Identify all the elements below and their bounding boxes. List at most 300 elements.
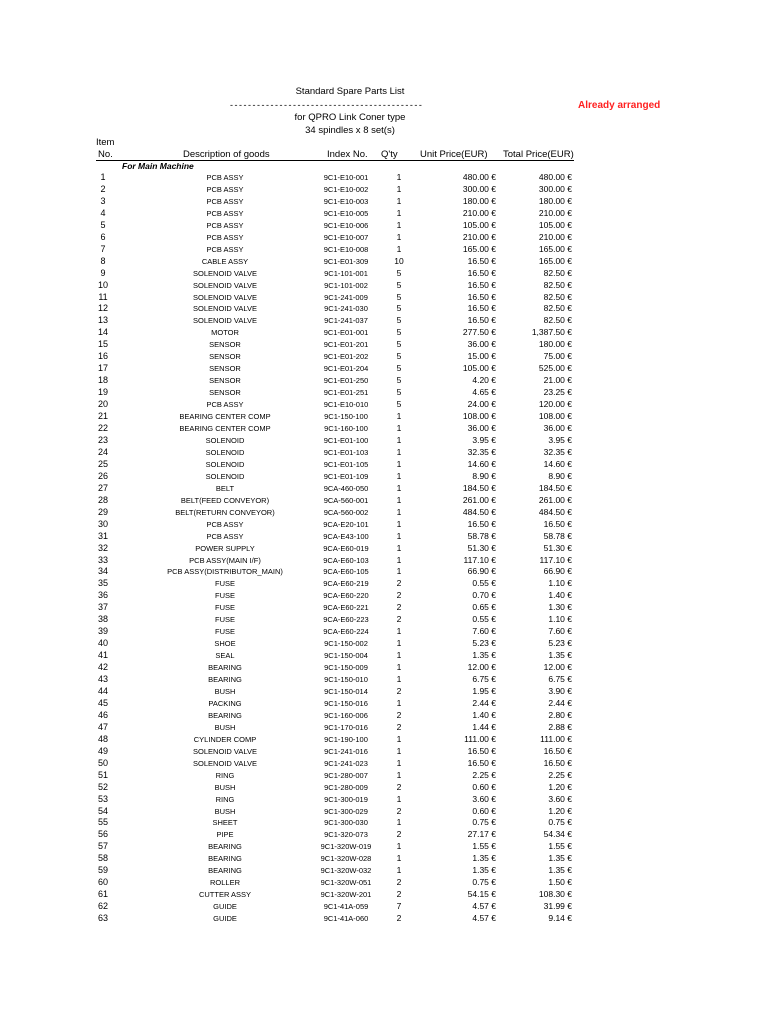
table-row xyxy=(0,184,768,196)
table-row xyxy=(0,423,768,435)
item-no-cell: 5 xyxy=(100,219,106,230)
index-no-cell: 9CA-E60-221 xyxy=(323,603,369,613)
index-no-cell: 9C1-150-010 xyxy=(324,675,368,685)
section-label: For Main Machine xyxy=(122,161,194,171)
item-no-cell: 22 xyxy=(97,423,108,434)
table-row xyxy=(0,543,768,555)
table-row xyxy=(0,292,768,304)
total-price-cell: 1.30 € xyxy=(548,602,572,613)
description-cell: PCB ASSY xyxy=(206,244,244,254)
table-row xyxy=(0,459,768,471)
description-cell: SOLENOID VALVE xyxy=(193,304,257,314)
description-cell: PCB ASSY xyxy=(206,232,244,242)
index-no-cell: 9CA-E43-100 xyxy=(323,531,369,541)
total-price-cell: 180.00 € xyxy=(538,339,572,350)
description-cell: PACKING xyxy=(208,698,242,708)
item-no-cell: 21 xyxy=(97,411,108,422)
total-price-cell: 165.00 € xyxy=(538,243,572,254)
total-price-cell: 1.55 € xyxy=(548,841,572,852)
total-price-cell: 3.95 € xyxy=(548,434,572,445)
total-price-cell: 180.00 € xyxy=(538,195,572,206)
index-no-cell: 9C1-E01-204 xyxy=(323,364,369,374)
index-no-cell: 9C1-E10-003 xyxy=(323,196,369,206)
qty-cell: 10 xyxy=(394,255,404,266)
description-cell: CUTTER ASSY xyxy=(198,890,252,900)
description-cell: PIPE xyxy=(216,830,234,840)
item-no-cell: 37 xyxy=(97,602,108,613)
description-cell: SOLENOID VALVE xyxy=(193,758,257,768)
index-no-cell: 9CA-E60-019 xyxy=(323,543,369,553)
table-row xyxy=(0,889,768,901)
unit-price-cell: 108.00 € xyxy=(462,411,496,422)
unit-price-cell: 58.78 € xyxy=(467,530,496,541)
qty-cell: 5 xyxy=(396,327,402,338)
qty-cell: 1 xyxy=(396,733,402,744)
header-unit-price: Unit Price(EUR) xyxy=(420,149,488,160)
unit-price-cell: 16.50 € xyxy=(467,745,496,756)
qty-cell: 1 xyxy=(396,542,402,553)
index-no-cell: 9CA-E20-101 xyxy=(323,519,369,529)
item-no-cell: 54 xyxy=(97,805,108,816)
unit-price-cell: 4.57 € xyxy=(472,901,496,912)
item-no-cell: 60 xyxy=(97,877,108,888)
table-row xyxy=(0,244,768,256)
index-no-cell: 9C1-241-009 xyxy=(324,292,368,302)
unit-price-cell: 184.50 € xyxy=(462,482,496,493)
description-cell: SEAL xyxy=(215,651,235,661)
item-no-cell: 14 xyxy=(97,327,108,338)
item-no-cell: 53 xyxy=(97,793,108,804)
header-item: Item xyxy=(96,137,115,148)
table-row xyxy=(0,602,768,614)
description-cell: CYLINDER COMP xyxy=(193,734,257,744)
qty-cell: 2 xyxy=(396,829,402,840)
description-cell: SOLENOID xyxy=(205,471,245,481)
index-no-cell: 9CA-E60-220 xyxy=(323,591,369,601)
document-subtitle: for QPRO Link Coner type xyxy=(294,112,406,123)
unit-price-cell: 16.50 € xyxy=(467,303,496,314)
table-row xyxy=(0,853,768,865)
description-cell: SENSOR xyxy=(209,364,241,374)
description-cell: PCB ASSY xyxy=(206,184,244,194)
unit-price-cell: 0.70 € xyxy=(472,590,496,601)
qty-cell: 2 xyxy=(396,602,402,613)
item-no-cell: 34 xyxy=(97,566,108,577)
unit-price-cell: 36.00 € xyxy=(467,423,496,434)
qty-cell: 1 xyxy=(396,757,402,768)
index-no-cell: 9C1-E01-250 xyxy=(323,376,369,386)
item-no-cell: 2 xyxy=(100,183,106,194)
index-no-cell: 9C1-320W-019 xyxy=(320,842,372,852)
index-no-cell: 9C1-E10-008 xyxy=(323,244,369,254)
item-no-cell: 15 xyxy=(97,339,108,350)
index-no-cell: 9CA-E60-223 xyxy=(323,615,369,625)
description-cell: FUSE xyxy=(214,591,235,601)
total-price-cell: 525.00 € xyxy=(538,363,572,374)
description-cell: RING xyxy=(215,770,235,780)
index-no-cell: 9C1-150-004 xyxy=(324,651,368,661)
unit-price-cell: 484.50 € xyxy=(462,506,496,517)
total-price-cell: 1.35 € xyxy=(548,865,572,876)
total-price-cell: 0.75 € xyxy=(548,817,572,828)
total-price-cell: 58.78 € xyxy=(543,530,572,541)
qty-cell: 5 xyxy=(396,351,402,362)
table-row xyxy=(0,829,768,841)
total-price-cell: 2.88 € xyxy=(548,721,572,732)
description-cell: SOLENOID VALVE xyxy=(193,268,257,278)
index-no-cell: 9C1-150-009 xyxy=(324,663,368,673)
qty-cell: 5 xyxy=(396,267,402,278)
item-no-cell: 1 xyxy=(100,172,106,182)
unit-price-cell: 261.00 € xyxy=(462,494,496,505)
unit-price-cell: 1.35 € xyxy=(472,853,496,864)
qty-cell: 5 xyxy=(396,399,402,410)
table-row xyxy=(0,315,768,327)
index-no-cell: 9C1-E01-100 xyxy=(323,435,369,445)
qty-cell: 1 xyxy=(396,853,402,864)
total-price-cell: 82.50 € xyxy=(543,279,572,290)
qty-cell: 7 xyxy=(396,901,402,912)
table-row xyxy=(0,327,768,339)
description-cell: BEARING xyxy=(208,842,242,852)
total-price-cell: 2.25 € xyxy=(548,769,572,780)
unit-price-cell: 14.60 € xyxy=(467,458,496,469)
table-row xyxy=(0,865,768,877)
table-row xyxy=(0,710,768,722)
qty-cell: 1 xyxy=(396,697,402,708)
description-cell: PCB ASSY xyxy=(206,208,244,218)
description-cell: POWER SUPPLY xyxy=(195,543,255,553)
qty-cell: 1 xyxy=(396,626,402,637)
unit-price-cell: 1.55 € xyxy=(472,841,496,852)
qty-cell: 1 xyxy=(396,530,402,541)
table-row xyxy=(0,626,768,638)
description-cell: BEARING CENTER COMP xyxy=(179,412,271,422)
qty-cell: 2 xyxy=(396,877,402,888)
qty-cell: 2 xyxy=(396,889,402,900)
table-row xyxy=(0,303,768,315)
unit-price-cell: 0.60 € xyxy=(472,805,496,816)
item-no-cell: 7 xyxy=(100,243,106,254)
table-row xyxy=(0,196,768,208)
total-price-cell: 184.50 € xyxy=(538,482,572,493)
index-no-cell: 9C1-300-030 xyxy=(324,818,368,828)
unit-price-cell: 1.44 € xyxy=(472,721,496,732)
unit-price-cell: 105.00 € xyxy=(462,363,496,374)
item-no-cell: 35 xyxy=(97,578,108,589)
description-cell: BELT xyxy=(215,483,235,493)
total-price-cell: 480.00 € xyxy=(538,172,572,182)
total-price-cell: 16.50 € xyxy=(543,757,572,768)
qty-cell: 1 xyxy=(396,793,402,804)
qty-cell: 1 xyxy=(396,566,402,577)
qty-cell: 2 xyxy=(396,685,402,696)
description-cell: BUSH xyxy=(214,806,236,816)
qty-cell: 1 xyxy=(396,745,402,756)
table-row xyxy=(0,220,768,232)
unit-price-cell: 54.15 € xyxy=(467,889,496,900)
unit-price-cell: 210.00 € xyxy=(462,231,496,242)
qty-cell: 1 xyxy=(396,650,402,661)
qty-cell: 5 xyxy=(396,387,402,398)
index-no-cell: 9C1-E10-005 xyxy=(323,208,369,218)
total-price-cell: 1.50 € xyxy=(548,877,572,888)
qty-cell: 1 xyxy=(396,662,402,673)
description-cell: BEARING xyxy=(208,710,242,720)
unit-price-cell: 4.57 € xyxy=(472,913,496,924)
qty-cell: 2 xyxy=(396,913,402,924)
qty-cell: 1 xyxy=(396,243,402,254)
table-row xyxy=(0,722,768,734)
item-no-cell: 25 xyxy=(97,458,108,469)
unit-price-cell: 0.75 € xyxy=(472,877,496,888)
item-no-cell: 31 xyxy=(97,530,108,541)
qty-cell: 1 xyxy=(396,434,402,445)
qty-cell: 1 xyxy=(396,506,402,517)
total-price-cell: 1.35 € xyxy=(548,853,572,864)
total-price-cell: 82.50 € xyxy=(543,267,572,278)
qty-cell: 2 xyxy=(396,614,402,625)
total-price-cell: 16.50 € xyxy=(543,745,572,756)
index-no-cell: 9CA-E60-219 xyxy=(323,579,369,589)
unit-price-cell: 210.00 € xyxy=(462,207,496,218)
table-row xyxy=(0,877,768,889)
qty-cell: 1 xyxy=(396,674,402,685)
description-cell: PCB ASSY(MAIN I/F) xyxy=(189,555,261,565)
unit-price-cell: 15.00 € xyxy=(467,351,496,362)
unit-price-cell: 32.35 € xyxy=(467,446,496,457)
index-no-cell: 9C1-320W-032 xyxy=(320,866,372,876)
index-no-cell: 9C1-150-016 xyxy=(324,698,368,708)
unit-price-cell: 2.25 € xyxy=(472,769,496,780)
total-price-cell: 165.00 € xyxy=(538,255,572,266)
description-cell: PCB ASSY(DISTRIBUTOR_MAIN) xyxy=(167,567,283,577)
unit-price-cell: 3.60 € xyxy=(472,793,496,804)
description-cell: BEARING xyxy=(208,854,242,864)
qty-cell: 1 xyxy=(396,482,402,493)
table-row xyxy=(0,901,768,913)
item-no-cell: 33 xyxy=(97,554,108,565)
table-row xyxy=(0,555,768,567)
table-row xyxy=(0,578,768,590)
index-no-cell: 9C1-E01-201 xyxy=(323,340,369,350)
qty-cell: 1 xyxy=(396,195,402,206)
total-price-cell: 5.23 € xyxy=(548,638,572,649)
table-row xyxy=(0,208,768,220)
unit-price-cell: 165.00 € xyxy=(462,243,496,254)
qty-cell: 5 xyxy=(396,303,402,314)
unit-price-cell: 4.20 € xyxy=(472,375,496,386)
item-no-cell: 32 xyxy=(97,542,108,553)
qty-cell: 2 xyxy=(396,578,402,589)
item-no-cell: 52 xyxy=(97,781,108,792)
table-row xyxy=(0,531,768,543)
unit-price-cell: 277.50 € xyxy=(462,327,496,338)
description-cell: SOLENOID xyxy=(205,459,245,469)
table-row xyxy=(0,770,768,782)
table-row xyxy=(0,638,768,650)
table-row xyxy=(0,411,768,423)
item-no-cell: 51 xyxy=(97,769,108,780)
description-cell: SHEET xyxy=(212,818,238,828)
total-price-cell: 261.00 € xyxy=(538,494,572,505)
item-no-cell: 44 xyxy=(97,685,108,696)
item-no-cell: 28 xyxy=(97,494,108,505)
total-price-cell: 1.20 € xyxy=(548,805,572,816)
description-cell: SOLENOID VALVE xyxy=(193,316,257,326)
item-no-cell: 59 xyxy=(97,865,108,876)
table-row xyxy=(0,782,768,794)
item-no-cell: 12 xyxy=(97,303,108,314)
total-price-cell: 23.25 € xyxy=(543,387,572,398)
unit-price-cell: 66.90 € xyxy=(467,566,496,577)
unit-price-cell: 0.55 € xyxy=(472,614,496,625)
table-row xyxy=(0,399,768,411)
header-description: Description of goods xyxy=(183,149,270,160)
table-row xyxy=(0,841,768,853)
description-cell: BEARING CENTER COMP xyxy=(179,424,271,434)
table-row xyxy=(0,662,768,674)
index-no-cell: 9C1-E01-309 xyxy=(323,256,369,266)
description-cell: PCB ASSY xyxy=(206,400,244,410)
index-no-cell: 9C1-E10-007 xyxy=(323,232,369,242)
table-row xyxy=(0,471,768,483)
description-cell: RING xyxy=(215,794,235,804)
table-row xyxy=(0,698,768,710)
qty-cell: 2 xyxy=(396,781,402,792)
qty-cell: 1 xyxy=(396,423,402,434)
item-no-cell: 30 xyxy=(97,518,108,529)
total-price-cell: 300.00 € xyxy=(538,183,572,194)
unit-price-cell: 180.00 € xyxy=(462,195,496,206)
table-row xyxy=(0,483,768,495)
qty-cell: 1 xyxy=(396,183,402,194)
item-no-cell: 24 xyxy=(97,446,108,457)
qty-cell: 1 xyxy=(396,518,402,529)
item-no-cell: 40 xyxy=(97,638,108,649)
index-no-cell: 9C1-150-100 xyxy=(324,412,368,422)
total-price-cell: 16.50 € xyxy=(543,518,572,529)
total-price-cell: 82.50 € xyxy=(543,303,572,314)
qty-cell: 1 xyxy=(396,231,402,242)
description-cell: PCB ASSY xyxy=(206,173,244,182)
item-no-cell: 27 xyxy=(97,482,108,493)
index-no-cell: 9C1-190-100 xyxy=(324,734,368,744)
index-no-cell: 9C1-41A-060 xyxy=(323,914,369,924)
item-no-cell: 57 xyxy=(97,841,108,852)
item-no-cell: 36 xyxy=(97,590,108,601)
description-cell: FUSE xyxy=(214,603,235,613)
total-price-cell: 6.75 € xyxy=(548,674,572,685)
total-price-cell: 2.44 € xyxy=(548,697,572,708)
total-price-cell: 117.10 € xyxy=(539,554,572,565)
total-price-cell: 1.10 € xyxy=(548,614,572,625)
qty-cell: 1 xyxy=(396,769,402,780)
table-row xyxy=(0,256,768,268)
index-no-cell: 9C1-E10-010 xyxy=(323,400,369,410)
unit-price-cell: 16.50 € xyxy=(467,315,496,326)
item-no-cell: 8 xyxy=(100,255,106,266)
total-price-cell: 14.60 € xyxy=(543,458,572,469)
index-no-cell: 9C1-150-014 xyxy=(324,686,368,696)
total-price-cell: 3.60 € xyxy=(548,793,572,804)
description-cell: ROLLER xyxy=(209,878,240,888)
table-row xyxy=(0,734,768,746)
item-no-cell: 55 xyxy=(97,817,108,828)
index-no-cell: 9C1-E01-251 xyxy=(323,388,369,398)
description-cell: BELT(FEED CONVEYOR) xyxy=(180,495,270,505)
qty-cell: 1 xyxy=(396,411,402,422)
total-price-cell: 484.50 € xyxy=(538,506,572,517)
description-cell: CABLE ASSY xyxy=(201,256,249,266)
index-no-cell: 9C1-41A-059 xyxy=(323,902,369,912)
unit-price-cell: 300.00 € xyxy=(462,183,496,194)
unit-price-cell: 0.55 € xyxy=(472,578,496,589)
total-price-cell: 210.00 € xyxy=(538,231,572,242)
unit-price-cell: 0.60 € xyxy=(472,781,496,792)
qty-cell: 5 xyxy=(396,291,402,302)
total-price-cell: 8.90 € xyxy=(548,470,572,481)
unit-price-cell: 4.65 € xyxy=(472,387,496,398)
description-cell: SENSOR xyxy=(209,388,241,398)
header-total-price: Total Price(EUR) xyxy=(503,149,574,160)
table-row xyxy=(0,674,768,686)
table-row xyxy=(0,817,768,829)
table-row xyxy=(0,280,768,292)
description-cell: PCB ASSY xyxy=(206,196,244,206)
unit-price-cell: 1.35 € xyxy=(472,865,496,876)
qty-cell: 1 xyxy=(396,458,402,469)
qty-cell: 5 xyxy=(396,363,402,374)
item-no-cell: 3 xyxy=(100,195,106,206)
table-row xyxy=(0,806,768,818)
total-price-cell: 36.00 € xyxy=(543,423,572,434)
index-no-cell: 9CA-560-001 xyxy=(323,495,369,505)
table-row xyxy=(0,519,768,531)
description-cell: BUSH xyxy=(214,782,236,792)
unit-price-cell: 117.10 € xyxy=(463,554,496,565)
unit-price-cell: 36.00 € xyxy=(467,339,496,350)
total-price-cell: 1.40 € xyxy=(548,590,572,601)
qty-cell: 1 xyxy=(396,470,402,481)
description-cell: GUIDE xyxy=(213,902,237,912)
qty-cell: 1 xyxy=(396,638,402,649)
total-price-cell: 54.34 € xyxy=(543,829,572,840)
description-cell: FUSE xyxy=(214,627,235,637)
index-no-cell: 9C1-101-002 xyxy=(324,280,368,290)
item-no-cell: 29 xyxy=(97,506,108,517)
unit-price-cell: 8.90 € xyxy=(472,470,496,481)
unit-price-cell: 105.00 € xyxy=(462,219,496,230)
qty-cell: 1 xyxy=(396,817,402,828)
index-no-cell: 9CA-460-050 xyxy=(323,483,369,493)
description-cell: MOTOR xyxy=(211,328,239,338)
unit-price-cell: 1.95 € xyxy=(472,685,496,696)
index-no-cell: 9C1-241-037 xyxy=(324,316,368,326)
index-no-cell: 9CA-E60-103 xyxy=(323,555,369,565)
unit-price-cell: 6.75 € xyxy=(472,674,496,685)
index-no-cell: 9C1-320W-028 xyxy=(320,854,372,864)
index-no-cell: 9CA-E60-224 xyxy=(323,627,369,637)
table-row xyxy=(0,363,768,375)
item-no-cell: 63 xyxy=(97,913,108,924)
total-price-cell: 1.35 € xyxy=(548,650,572,661)
qty-cell: 1 xyxy=(396,554,402,565)
table-row xyxy=(0,232,768,244)
total-price-cell: 2.80 € xyxy=(548,709,572,720)
item-no-cell: 20 xyxy=(97,399,108,410)
table-row xyxy=(0,507,768,519)
